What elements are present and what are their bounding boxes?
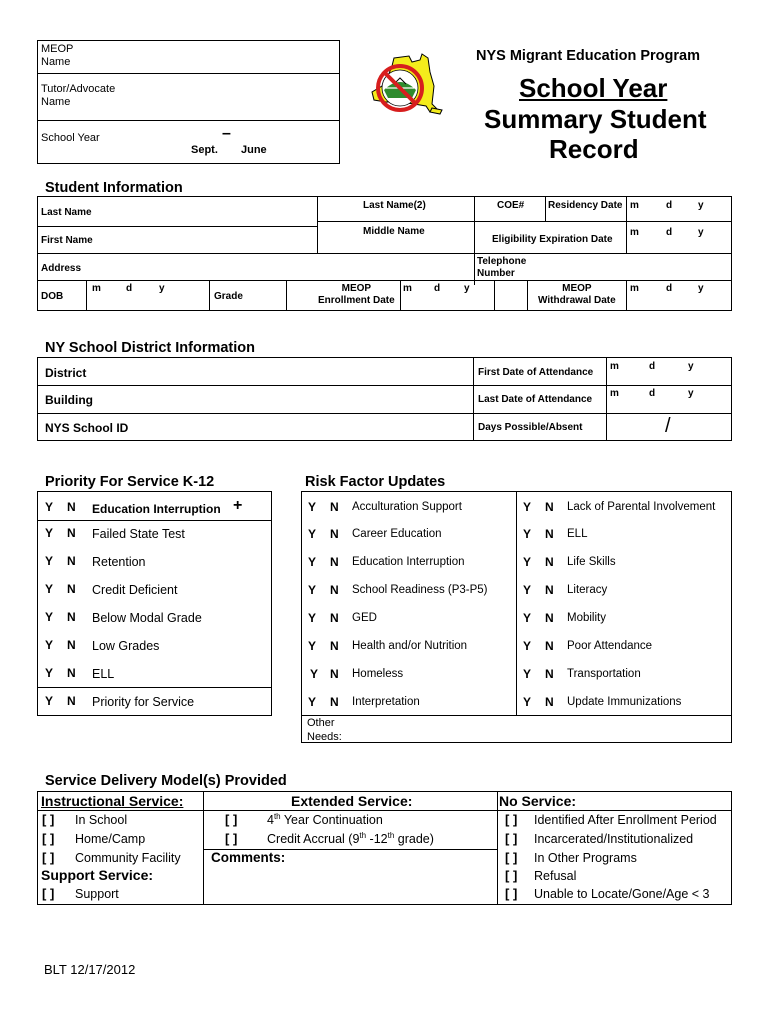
enroll-m: m: [403, 283, 412, 294]
first-name-label: First Name: [41, 235, 93, 246]
dob-m: m: [92, 283, 101, 294]
priority-y-option[interactable]: Y: [45, 582, 54, 596]
priority-y-option[interactable]: Y: [45, 500, 54, 514]
priority-item-label: Below Modal Grade: [92, 611, 202, 625]
days-slash: /: [665, 415, 671, 437]
year-continuation-checkbox[interactable]: [ ]: [225, 812, 238, 827]
risk-n-option[interactable]: N: [545, 667, 554, 681]
risk-y-option[interactable]: Y: [308, 583, 317, 597]
priority-y-option[interactable]: Y: [45, 638, 54, 652]
priority-item-label: Retention: [92, 555, 146, 569]
credit-accrual-sup2: th: [387, 830, 395, 840]
no-service-checkbox[interactable]: [ ]: [505, 868, 518, 883]
priority-n-option[interactable]: N: [67, 666, 76, 680]
first-date-d: d: [649, 361, 656, 372]
last-date-m: m: [610, 388, 619, 399]
risk-n-option[interactable]: N: [545, 611, 554, 625]
student-info-table: [37, 196, 732, 311]
credit-accrual-sup1: th: [359, 830, 367, 840]
priority-title: Priority For Service K-12: [45, 474, 215, 490]
telephone-label: Telephone Number: [477, 256, 527, 279]
risk-factor-label: Health and/or Nutrition: [352, 640, 468, 652]
coe-label: COE#: [497, 200, 525, 211]
no-service-checkbox[interactable]: [ ]: [505, 886, 518, 901]
risk-factor-label: School Readiness (P3-P5): [352, 584, 488, 596]
instructional-service-label: Instructional Service:: [41, 793, 184, 809]
priority-item-label: ELL: [92, 667, 115, 681]
priority-y-option[interactable]: Y: [45, 554, 54, 568]
priority-n-option[interactable]: N: [67, 582, 76, 596]
risk-n-option[interactable]: N: [330, 500, 339, 514]
district-info-title: NY School District Information: [45, 340, 256, 356]
dob-d: d: [126, 283, 133, 294]
enroll-d: d: [434, 283, 441, 294]
credit-accrual-label: [267, 832, 434, 846]
risk-n-option[interactable]: N: [545, 695, 554, 709]
year-continuation-label: [267, 813, 383, 827]
credit-accrual-text: Credit Accrual (9: [267, 832, 360, 846]
home-camp-checkbox[interactable]: [ ]: [42, 831, 55, 846]
risk-n-option[interactable]: N: [330, 667, 339, 681]
community-facility-label: Community Facility: [75, 851, 181, 865]
risk-y-option[interactable]: Y: [308, 695, 317, 709]
home-camp-label: Home/Camp: [75, 832, 146, 846]
grade-label: Grade: [214, 291, 243, 302]
risk-factor-label: ELL: [567, 528, 588, 540]
risk-factor-label: Lack of Parental Involvement: [567, 501, 716, 513]
service-title: Service Delivery Model(s) Provided: [45, 773, 287, 789]
building-label: Building: [45, 393, 93, 407]
program-name: NYS Migrant Education Program: [476, 48, 700, 64]
risk-factor-label: Interpretation: [352, 696, 420, 708]
dob-y: y: [159, 283, 165, 294]
priority-y-option[interactable]: Y: [45, 610, 54, 624]
risk-y-option[interactable]: Y: [523, 611, 532, 625]
days-possible-label: Days Possible/Absent: [478, 422, 583, 433]
risk-y-option[interactable]: Y: [308, 611, 317, 625]
school-year-label: School Year: [41, 132, 100, 144]
last-date-label: Last Date of Attendance: [478, 394, 593, 405]
risk-n-option[interactable]: N: [330, 695, 339, 709]
risk-y-option[interactable]: Y: [310, 667, 319, 681]
no-service-checkbox[interactable]: [ ]: [505, 831, 518, 846]
first-date-label: First Date of Attendance: [478, 367, 594, 378]
risk-y-option[interactable]: Y: [308, 555, 317, 569]
withdraw-m: m: [630, 283, 639, 294]
extended-service-label: Extended Service:: [291, 793, 413, 809]
meop-withdrawal-label: MEOP Withdrawal Date: [538, 283, 616, 306]
dob-label: DOB: [41, 291, 64, 302]
risk-title: Risk Factor Updates: [305, 474, 446, 490]
risk-y-option[interactable]: Y: [523, 583, 532, 597]
risk-n-option[interactable]: N: [330, 611, 339, 625]
priority-n-option[interactable]: N: [67, 554, 76, 568]
plus-icon: +: [233, 497, 243, 514]
sept-label: Sept.: [191, 144, 218, 156]
no-service-label: Unable to Locate/Gone/Age < 3: [534, 887, 710, 901]
withdraw-d: d: [666, 283, 673, 294]
year-continuation-number: 4: [267, 813, 274, 827]
priority-item-label: Priority for Service: [92, 695, 195, 709]
priority-y-option[interactable]: Y: [45, 694, 54, 708]
residency-d: d: [666, 200, 673, 211]
priority-item-label: Failed State Test: [92, 527, 185, 541]
title-line-1: School Year: [519, 73, 668, 103]
last-date-y: y: [688, 388, 694, 399]
enroll-y: y: [464, 283, 470, 294]
eligibility-m: m: [630, 227, 639, 238]
risk-factor-label: Mobility: [567, 612, 606, 624]
last-name-label: Last Name: [41, 207, 92, 218]
first-date-m: m: [610, 361, 619, 372]
risk-factor-label: Literacy: [567, 584, 608, 596]
risk-y-option[interactable]: Y: [308, 500, 317, 514]
title-line-2: Summary Student: [484, 104, 707, 134]
meop-enrollment-label: MEOP Enrollment Date: [318, 283, 395, 306]
tutor-advocate-label: Tutor/Advocate Name: [41, 83, 116, 108]
risk-y-option[interactable]: Y: [523, 667, 532, 681]
priority-n-option[interactable]: N: [67, 610, 76, 624]
support-service-label: Support Service:: [41, 867, 154, 883]
risk-factor-label: Education Interruption: [352, 556, 465, 568]
residency-date-label: Residency Date: [548, 200, 623, 211]
risk-y-option[interactable]: Y: [523, 639, 532, 653]
credit-accrual-mid: -12: [366, 832, 388, 846]
in-school-label: In School: [75, 813, 128, 827]
risk-y-option[interactable]: Y: [523, 695, 532, 709]
risk-y-option[interactable]: Y: [308, 527, 317, 541]
year-continuation-text: Year Continuation: [280, 813, 383, 827]
risk-factor-label: Homeless: [352, 668, 404, 680]
risk-y-option[interactable]: Y: [523, 555, 532, 569]
risk-n-option[interactable]: N: [545, 555, 554, 569]
in-school-checkbox[interactable]: [ ]: [42, 812, 55, 827]
risk-n-option[interactable]: N: [545, 583, 554, 597]
priority-n-option[interactable]: N: [67, 638, 76, 652]
risk-y-option[interactable]: Y: [523, 500, 532, 514]
middle-name-label: Middle Name: [363, 226, 425, 237]
student-info-title: Student Information: [45, 180, 183, 196]
eligibility-label: Eligibility Expiration Date: [492, 234, 613, 245]
risk-y-option[interactable]: Y: [523, 527, 532, 541]
district-label: District: [45, 366, 87, 380]
risk-factor-label: Update Immunizations: [567, 696, 682, 708]
priority-y-option[interactable]: Y: [45, 666, 54, 680]
meop-name-label: MEOP Name: [41, 43, 74, 68]
priority-n-option[interactable]: N: [67, 694, 76, 708]
priority-item-label: Education Interruption: [92, 502, 221, 516]
no-service-label: In Other Programs: [534, 851, 637, 865]
risk-n-option[interactable]: N: [330, 639, 339, 653]
support-checkbox[interactable]: [ ]: [42, 886, 55, 901]
title-line-3: Record: [549, 134, 639, 164]
last-name2-label: Last Name(2): [363, 200, 426, 211]
risk-n-option[interactable]: N: [330, 527, 339, 541]
risk-n-option[interactable]: N: [545, 639, 554, 653]
year-dash: –: [222, 125, 231, 142]
no-service-label: Identified After Enrollment Period: [534, 813, 717, 827]
eligibility-y: y: [698, 227, 704, 238]
no-service-label: Refusal: [534, 869, 577, 883]
risk-n-option[interactable]: N: [330, 555, 339, 569]
risk-factor-label: Poor Attendance: [567, 640, 653, 652]
last-date-d: d: [649, 388, 656, 399]
no-service-label: No Service:: [499, 793, 577, 809]
risk-n-option[interactable]: N: [545, 527, 554, 541]
risk-factor-label: Acculturation Support: [352, 501, 462, 513]
risk-factor-label: Life Skills: [567, 556, 616, 568]
footer-version: BLT 12/17/2012: [44, 962, 136, 977]
withdraw-y: y: [698, 283, 704, 294]
year-continuation-sup: th: [273, 811, 281, 821]
priority-y-option[interactable]: Y: [45, 526, 54, 540]
no-service-checkbox[interactable]: [ ]: [505, 850, 518, 865]
june-label: June: [241, 144, 267, 156]
residency-m: m: [630, 200, 639, 211]
priority-item-label: Low Grades: [92, 639, 160, 653]
first-date-y: y: [688, 361, 694, 372]
priority-table: [37, 491, 272, 716]
no-service-checkbox[interactable]: [ ]: [505, 812, 518, 827]
priority-item-label: Credit Deficient: [92, 583, 178, 597]
priority-n-option[interactable]: N: [67, 526, 76, 540]
credit-accrual-checkbox[interactable]: [ ]: [225, 831, 238, 846]
school-id-label: NYS School ID: [45, 421, 129, 435]
priority-n-option[interactable]: N: [67, 500, 76, 514]
risk-n-option[interactable]: N: [330, 583, 339, 597]
district-info-table: [37, 357, 732, 441]
eligibility-d: d: [666, 227, 673, 238]
nys-map-logo-icon: [364, 52, 444, 122]
support-label: Support: [75, 887, 119, 901]
credit-accrual-post: grade): [394, 832, 434, 846]
community-facility-checkbox[interactable]: [ ]: [42, 850, 55, 865]
risk-n-option[interactable]: N: [545, 500, 554, 514]
risk-y-option[interactable]: Y: [308, 639, 317, 653]
address-label: Address: [41, 263, 82, 274]
no-service-label: Incarcerated/Institutionalized: [534, 832, 694, 846]
risk-factor-label: Career Education: [352, 528, 442, 540]
comments-label: Comments:: [211, 850, 286, 865]
residency-y: y: [698, 200, 704, 211]
risk-factor-label: Transportation: [567, 668, 641, 680]
risk-factor-label: GED: [352, 612, 377, 624]
header-info-box: [37, 40, 340, 164]
other-needs-label: Other Needs:: [307, 717, 342, 743]
